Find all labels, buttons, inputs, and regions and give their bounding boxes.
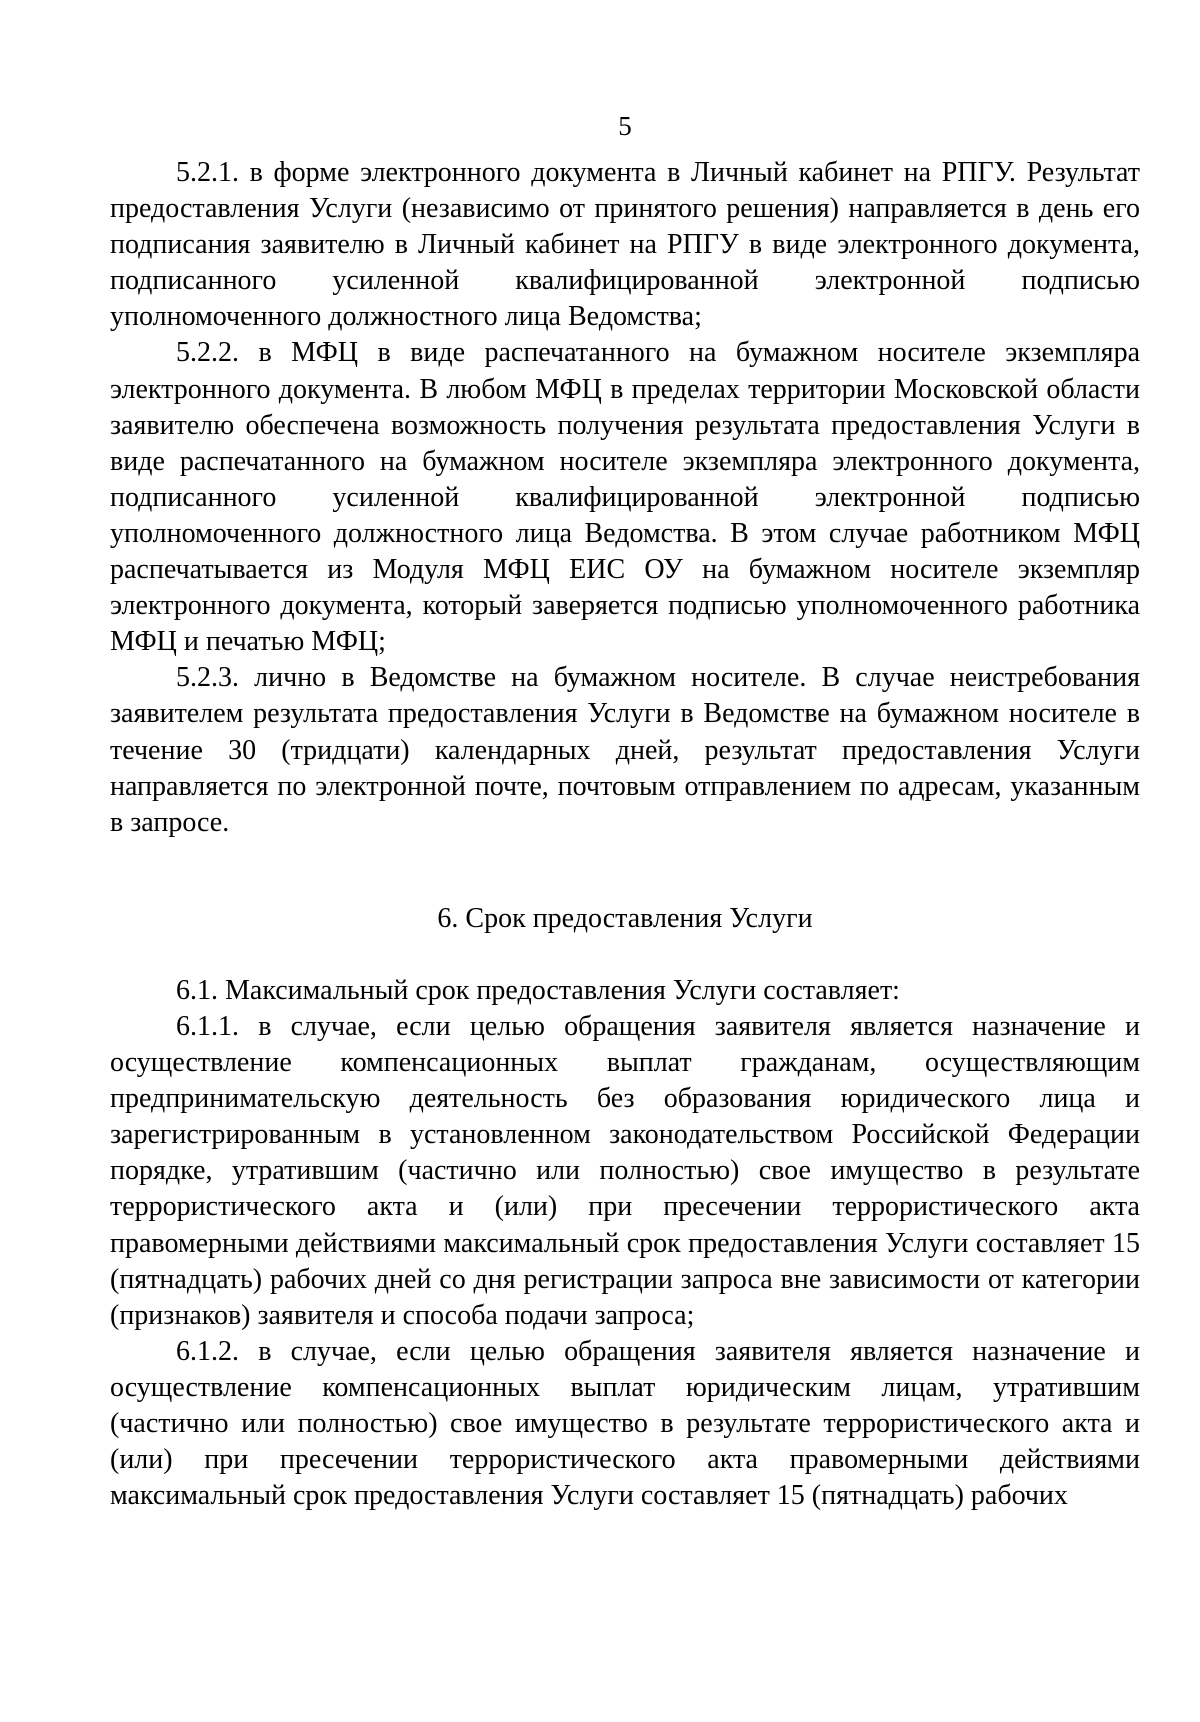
paragraph-6-1-2: 6.1.2. в случае, если целью обращения заявителя является назначение и осуществление компенсационных выплат юридическим лицам, утратившим (частично или полностью) свое имущество в результате террористического акта и (или) при пресечении террористического акта правомерными действиями максимальный срок предоставления Услуги составляет 15 (пятнадцать) рабочих [110, 1335, 1140, 1512]
paragraph-6-1-1: 6.1.1. в случае, если целью обращения заявителя является назначение и осуществление компенсационных выплат гражданам, осуществляющим предпринимательскую деятельность без образования юридического лица и зарегистрированным в установленном законодательством Российской Федерации порядке, утратившим (частично или полностью) свое имущество в результате террористического акта и (или) при пресечении террористического акта правомерными действиями максимальный срок предоставления Услуги составляет 15 (пятнадцать) рабочих дней со дня регистрации запроса вне зависимости от категории (признаков) заявителя и способа подачи запроса; [110, 1010, 1140, 1331]
paragraph-5-2-1: 5.2.1. в форме электронного документа в Личный кабинет на РПГУ. Результат предоставления Услуги (независимо от принятого решения) направляется в день его подписания заявителю в Личный кабинет на РПГУ в виде электронного документа, подписанного усиленной квалифицированной электронной подписью уполномоченного должностного лица Ведомства; [110, 157, 1140, 333]
page-number: 5 [618, 111, 632, 141]
paragraph-5-2-3: 5.2.3. лично в Ведомстве на бумажном носителе. В случае неистребования заявителем результата предоставления Услуги в Ведомстве на бумажном носителе в течение 30 (тридцати) календарных дней, результат предоставления Услуги направляется по электронной почте, почтовым отправлением по адресам, указанным в запросе. [110, 662, 1140, 838]
spacer [110, 937, 1140, 973]
spacer [110, 841, 1140, 901]
paragraph-5-2-2: 5.2.2. в МФЦ в виде распечатанного на бумажном носителе экземпляра электронного документа. В любом МФЦ в пределах территории Московской области заявителю обеспечена возможность получения результата предоставления Услуги в виде распечатанного на бумажном носителе экземпляра электронного документа, подписанного усиленной квалифицированной электронной подписью уполномоченного должностного лица Ведомства. В этом случае работником МФЦ распечатывается из Модуля МФЦ ЕИС ОУ на бумажном носителе экземпляр электронного документа, который заверяется подписью уполномоченного работника МФЦ и печатью МФЦ; [110, 337, 1140, 658]
paragraph-6-1: 6.1. Максимальный срок предоставления Услуги составляет: [176, 974, 900, 1006]
section-heading-6: 6. Срок предоставления Услуги [437, 902, 813, 934]
document-body [110, 155, 1140, 1514]
